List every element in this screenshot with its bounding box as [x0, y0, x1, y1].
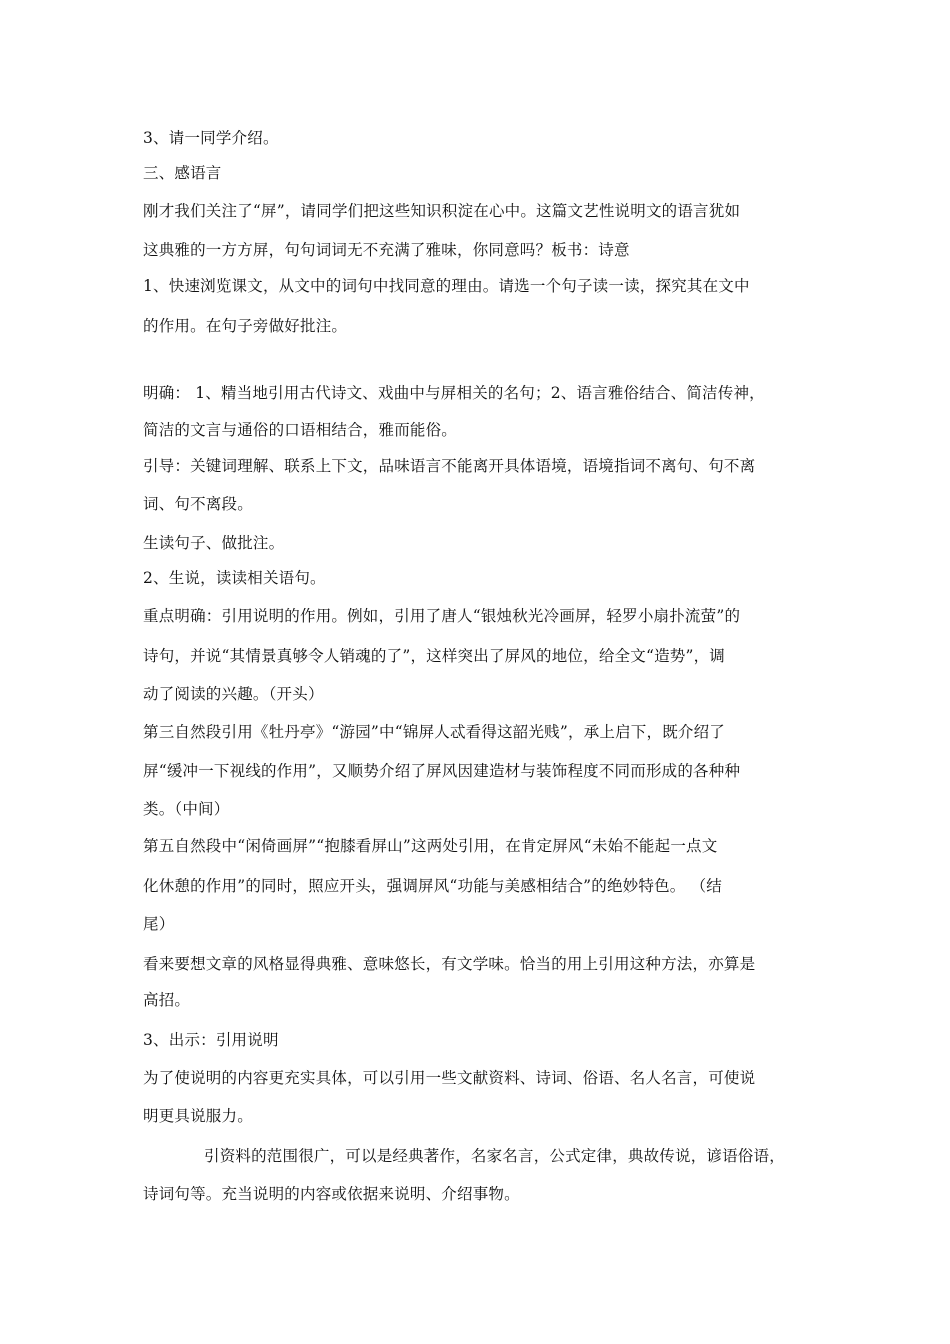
text-line: 看来要想文章的风格显得典雅、意味悠长，有文学味。恰当的用上引用这种方法，亦算是 [143, 955, 756, 973]
text-line: 生读句子、做批注。 [143, 534, 285, 552]
text-line: 这典雅的一方方屏，句句词词无不充满了雅味，你同意吗？板书：诗意 [143, 241, 630, 259]
text-line: 词、句不离段。 [143, 495, 253, 513]
text-line: 明确： 1、精当地引用古代诗文、戏曲中与屏相关的名句；2、语言雅俗结合、简洁传神， [143, 384, 765, 402]
text-line: 第三自然段引用《牡丹亭》“游园”中“锦屏人忒看得这韶光贱”，承上启下，既介绍了 [143, 723, 725, 741]
text-line: 引导：关键词理解、联系上下文，品味语言不能离开具体语境，语境指词不离句、句不离 [143, 457, 756, 475]
text-line: 重点明确：引用说明的作用。例如，引用了唐人“银烛秋光冷画屏，轻罗小扇扑流萤”的 [143, 607, 741, 625]
text-line: 诗词句等。充当说明的内容或依据来说明、介绍事物。 [143, 1185, 520, 1203]
text-line: 引资料的范围很广，可以是经典著作，名家名言，公式定律，典故传说，谚语俗语， [204, 1147, 785, 1165]
text-line: 明更具说服力。 [143, 1107, 253, 1125]
text-line: 的作用。在句子旁做好批注。 [143, 317, 348, 335]
text-line: 3、请一同学介绍。 [143, 129, 279, 147]
text-line: 类。（中间） [143, 800, 230, 818]
text-line: 第五自然段中“闲倚画屏”“抱膝看屏山”这两处引用，在肯定屏风“未始不能起一点文 [143, 837, 718, 855]
text-line: 化休憩的作用”的同时，照应开头，强调屏风“功能与美感相结合”的绝妙特色。 （结 [143, 877, 723, 895]
text-line: 刚才我们关注了“屏”，请同学们把这些知识积淀在心中。这篇文艺性说明文的语言犹如 [143, 202, 741, 220]
text-line: 高招。 [143, 991, 191, 1009]
text-line: 动了阅读的兴趣。（开头） [143, 685, 324, 703]
text-line: 1、快速浏览课文，从文中的词句中找同意的理由。请选一个句子读一读，探究其在文中 [143, 277, 750, 295]
text-line: 屏“缓冲一下视线的作用”，又顺势介绍了屏风因建造材与装饰程度不同而形成的各种种 [143, 762, 741, 780]
text-line: 诗句，并说“其情景真够令人销魂的了”，这样突出了屏风的地位，给全文“造势”，调 [143, 647, 725, 665]
section-heading: 三、感语言 [143, 164, 222, 182]
text-line: 3、出示：引用说明 [143, 1031, 279, 1049]
text-line: 为了使说明的内容更充实具体，可以引用一些文献资料、诗词、俗语、名人名言，可使说 [143, 1069, 756, 1087]
text-line: 尾） [143, 915, 175, 933]
text-line: 2、生说，读读相关语句。 [143, 569, 326, 587]
text-line: 简洁的文言与通俗的口语相结合，雅而能俗。 [143, 421, 458, 439]
